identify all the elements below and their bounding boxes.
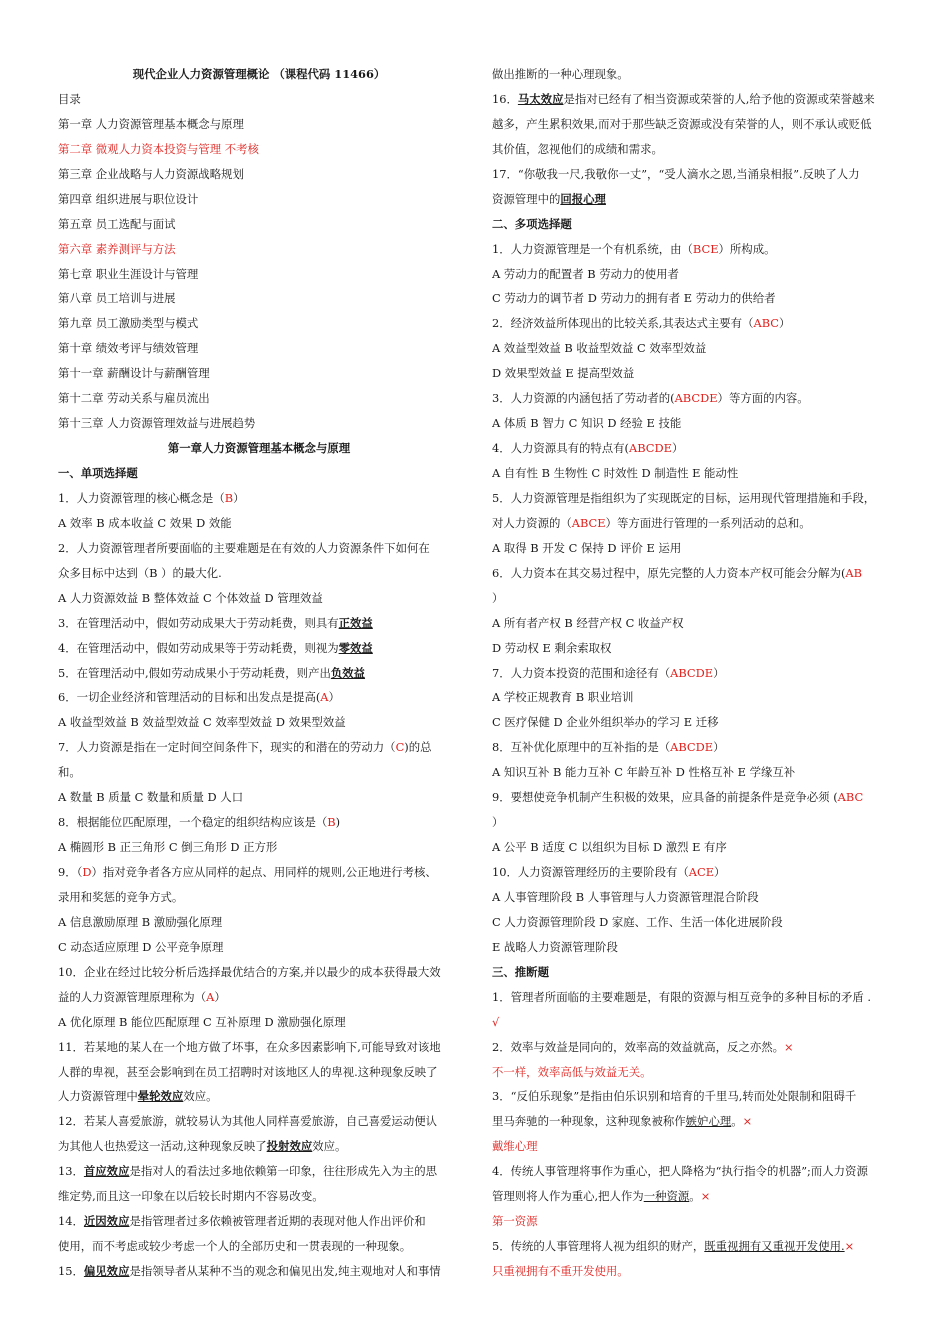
left-line <box>58 336 460 361</box>
text-segment: 戴维心理 <box>492 1139 538 1154</box>
text-segment: A 效率 B 成本收益 C 效果 D 效能 <box>58 515 232 530</box>
text-segment: 1．人力资源管理是一个有机系统，由（ <box>492 241 693 256</box>
right-line <box>492 735 902 760</box>
text-segment: ） <box>233 490 245 505</box>
text-segment: 11．若某地的某人在一个地方做了坏事，在众多因素影响下,可能导致对该地 <box>58 1039 441 1054</box>
text-segment: 第四章 组织进展与职位设计 <box>58 191 199 206</box>
right-line <box>492 511 902 536</box>
text-segment: 晕轮效应 <box>137 1089 184 1104</box>
left-line <box>58 286 460 311</box>
right-line <box>492 1259 902 1284</box>
text-segment: 首应效应 <box>83 1164 130 1179</box>
text-segment: D <box>82 865 92 879</box>
text-segment: 第五章 员工选配与面试 <box>58 216 176 231</box>
text-segment: 第七章 职业生涯设计与管理 <box>58 266 199 281</box>
left-line <box>58 112 460 137</box>
text-segment: 管理则将人作为重心,把人作为 <box>492 1189 644 1204</box>
text-segment: ) <box>335 815 341 830</box>
text-segment: 第一章人力资源管理基本概念与原理 <box>167 441 351 456</box>
text-segment: 近因效应 <box>83 1214 130 1229</box>
left-line <box>58 760 460 785</box>
text-segment: 众多目标中达到（B ）的最大化. <box>58 565 222 580</box>
text-segment: A 数量 B 质量 C 数量和质量 D 人口 <box>58 790 244 805</box>
right-line <box>492 860 902 885</box>
right-line <box>492 486 902 511</box>
right-line <box>492 286 902 311</box>
text-segment: A 学校正规教育 B 职业培训 <box>492 690 634 705</box>
text-segment: 资源管理中的 <box>492 191 561 206</box>
text-segment: 是指领导者从某种不当的观念和偏见出发,纯主观地对人和事情 <box>129 1264 441 1278</box>
text-segment: 第二章 微观人力资本投资与管理 不考核 <box>58 141 259 156</box>
text-segment: ）等方面进行管理的一系列活动的总和。 <box>605 515 811 530</box>
text-segment: A 所有者产权 B 经营产权 C 收益产权 <box>492 615 684 630</box>
text-segment: C 劳动力的调节者 D 劳动力的拥有者 E 劳动力的供给者 <box>492 291 776 306</box>
text-segment: 12．若某人喜爱旅游，就较易认为其他人同样喜爱旅游，自己喜爱运动便认 <box>58 1114 437 1129</box>
text-segment: ） <box>492 815 504 830</box>
text-segment: ABCDE <box>670 665 714 680</box>
text-segment: 7．人力资源是指在一定时间空间条件下，现实的和潜在的劳动力（ <box>58 740 396 755</box>
text-segment: 是指对已经有了相当资源或荣誉的人,给予他的资源或荣誉越来 <box>563 91 875 106</box>
text-segment: 第十一章 薪酬设计与薪酬管理 <box>58 366 210 381</box>
text-segment: A 自有性 B 生物性 C 时效性 D 制造性 E 能动性 <box>492 466 739 480</box>
right-line <box>492 361 902 386</box>
left-line <box>58 411 460 436</box>
left-line <box>58 1109 460 1134</box>
text-segment: ） <box>779 316 791 331</box>
left-line <box>58 1259 460 1284</box>
left-line <box>58 735 460 760</box>
text-segment: AB <box>845 565 863 580</box>
text-segment: 第九章 员工激励类型与模式 <box>58 316 199 331</box>
text-segment: ABCDE <box>670 740 714 755</box>
text-segment: 第三章 企业战略与人力资源战略规划 <box>58 166 244 181</box>
text-segment: BCE <box>692 241 719 256</box>
right-line <box>492 112 902 137</box>
left-line <box>58 1184 460 1209</box>
left-line <box>58 536 460 561</box>
text-segment: A 知识互补 B 能力互补 C 年龄互补 D 性格互补 E 学缘互补 <box>492 765 796 780</box>
left-line <box>58 1234 460 1259</box>
left-line <box>58 162 460 187</box>
left-line <box>58 212 460 237</box>
right-line <box>492 87 902 112</box>
right-line <box>492 760 902 785</box>
text-segment: ） <box>714 865 726 879</box>
text-segment: 越多，产生累积效果,而对于那些缺乏资源或没有荣誉的人，则不承认或贬低 <box>492 116 872 131</box>
text-segment: 里马奔驰的一种现象，这种现象被称作 <box>492 1114 686 1129</box>
right-line <box>492 411 902 436</box>
left-line <box>58 1010 460 1035</box>
right-line <box>492 685 902 710</box>
text-segment: 2．经济效益所体现出的比较关系,其表达式主要有（ <box>492 316 754 331</box>
text-segment: 第八章 员工培训与进展 <box>58 291 176 306</box>
text-segment: 3．人力资源的内涵包括了劳动者的( <box>492 391 675 406</box>
text-segment: 7．人力资本投资的范围和途径有（ <box>492 665 671 680</box>
left-column <box>58 62 460 1284</box>
text-segment: √ <box>492 1014 500 1029</box>
left-line <box>58 685 460 710</box>
text-segment: )的总 <box>404 740 432 755</box>
text-segment: C <box>395 740 405 755</box>
text-segment: × <box>784 1039 794 1054</box>
text-segment: 零效益 <box>338 640 373 655</box>
text-segment: 对人力资源的（ <box>492 515 572 530</box>
right-line <box>492 1010 902 1035</box>
text-segment: 5．传统的人事管理将人视为组织的财产， <box>492 1239 705 1254</box>
right-line <box>492 262 902 287</box>
right-line <box>492 561 902 586</box>
text-segment: 3．“反伯乐现象”是指由伯乐识别和培育的千里马,转而处处限制和阻碍千 <box>492 1089 857 1104</box>
text-segment: 4．在管理活动中，假如劳动成果等于劳动耗费，则视为 <box>58 640 339 655</box>
text-segment: 9．要想使竞争机制产生积极的效果，应具备的前提条件是竞争必须 ( <box>492 790 838 805</box>
left-line <box>58 137 460 162</box>
right-line <box>492 910 902 935</box>
right-line <box>492 436 902 461</box>
right-line <box>492 386 902 411</box>
text-segment: 3．在管理活动中，假如劳动成果大于劳动耗费，则具有 <box>58 615 339 630</box>
text-segment: 只重视拥有不重开发使用。 <box>492 1264 629 1278</box>
text-segment: ABC <box>753 316 779 331</box>
text-segment: C 动态适应原理 D 公平竞争原理 <box>58 939 224 954</box>
left-line <box>58 87 460 112</box>
text-segment: E 战略人力资源管理阶段 <box>492 939 618 954</box>
text-segment: 既重视拥有又重视开发使用 <box>704 1239 841 1254</box>
left-line <box>58 461 460 486</box>
text-segment: ） <box>713 665 725 680</box>
right-line <box>492 885 902 910</box>
text-segment: 效应。 <box>183 1089 218 1104</box>
left-line <box>58 611 460 636</box>
text-segment: 2．人力资源管理者所要面临的主要难题是在有效的人力资源条件下如何在 <box>58 540 430 555</box>
text-segment: A 收益型效益 B 效益型效益 C 效率型效益 D 效果型效益 <box>58 715 346 730</box>
text-segment: ）等方面的内容。 <box>717 391 809 406</box>
text-segment: 负效益 <box>330 665 366 680</box>
text-segment: A 体质 B 智力 C 知识 D 经验 E 技能 <box>492 416 682 431</box>
left-line <box>58 1060 460 1085</box>
text-segment: 1．人力资源管理的核心概念是（ <box>58 490 225 505</box>
text-segment: 第一章 人力资源管理基本概念与原理 <box>58 116 244 131</box>
text-segment: 10．人力资源管理经历的主要阶段有（ <box>492 865 689 879</box>
text-segment: A 劳动力的配置者 B 劳动力的使用者 <box>492 266 679 281</box>
text-segment: 其价值，忽视他们的成绩和需求。 <box>492 141 663 156</box>
left-line <box>58 486 460 511</box>
left-line <box>58 860 460 885</box>
right-line <box>492 835 902 860</box>
text-segment: A 人事管理阶段 B 人事管理与人力资源管理混合阶段 <box>492 889 759 904</box>
left-line <box>58 361 460 386</box>
right-line <box>492 137 902 162</box>
text-segment: A <box>320 690 329 705</box>
text-segment: . <box>840 1239 845 1254</box>
text-segment: 5．人力资源管理是指组织为了实现既定的目标，运用现代管理措施和手段， <box>492 490 876 505</box>
right-line <box>492 935 902 960</box>
text-segment: A 椭圆形 B 正三角形 C 倒三角形 D 正方形 <box>58 840 278 855</box>
left-line <box>58 62 460 87</box>
text-segment: 。 <box>689 1189 701 1204</box>
text-segment: 第十二章 劳动关系与雇员流出 <box>58 391 210 406</box>
text-segment: 。 <box>731 1114 743 1129</box>
right-line <box>492 1159 902 1184</box>
right-line <box>492 461 902 486</box>
text-segment: ABC <box>837 790 864 805</box>
text-segment: 现代企业人力资源管理概论 （课程代码 11466） <box>132 67 386 81</box>
left-line <box>58 237 460 262</box>
text-segment: A 公平 B 适度 C 以组织为目标 D 激烈 E 有序 <box>492 840 727 855</box>
text-segment: A 信息激励原理 B 激励强化原理 <box>58 914 223 929</box>
left-line <box>58 1035 460 1060</box>
text-segment: 使用，而不考虑或较少考虑一个人的全部历史和一贯表现的一种现象。 <box>58 1239 412 1254</box>
text-segment: 第一资源 <box>492 1214 538 1229</box>
right-line <box>492 985 902 1010</box>
text-segment: 8．根据能位匹配原理，一个稳定的组织结构应该是（ <box>58 815 328 830</box>
text-segment: 回报心理 <box>560 191 606 206</box>
left-line <box>58 710 460 735</box>
text-segment: 嫉妒心理 <box>685 1114 732 1129</box>
text-segment: ） <box>214 989 226 1004</box>
text-segment: D 效果型效益 E 提高型效益 <box>492 366 635 381</box>
right-line <box>492 636 902 661</box>
text-segment: ）所构成。 <box>718 241 776 256</box>
text-segment: A 人力资源效益 B 整体效益 C 个体效益 D 管理效益 <box>58 590 323 605</box>
text-segment: 2．效率与效益是同向的，效率高的效益就高，反之亦然。 <box>492 1039 785 1054</box>
text-segment: 第十章 绩效考评与绩效管理 <box>58 341 199 356</box>
right-line <box>492 611 902 636</box>
text-segment: C 人力资源管理阶段 D 家庭、工作、生活一体化进展阶段 <box>492 914 783 929</box>
left-line <box>58 960 460 985</box>
text-segment: 一、单项选择题 <box>58 466 138 480</box>
left-line <box>58 311 460 336</box>
text-segment: 6．人力资本在其交易过程中，原先完整的人力资本产权可能会分解为( <box>492 565 846 580</box>
right-line <box>492 62 902 87</box>
text-segment: ACE <box>688 865 715 879</box>
text-segment: 1．管理者所面临的主要难题是，有限的资源与相互竞争的多种目标的矛盾 . <box>492 989 871 1004</box>
right-line <box>492 586 902 611</box>
text-segment: D 劳动权 E 剩余索取权 <box>492 640 612 655</box>
text-segment: 效应。 <box>312 1139 347 1154</box>
left-line <box>58 935 460 960</box>
text-segment: 录用和奖惩的竞争方式。 <box>58 889 184 904</box>
text-segment: 做出推断的一种心理现象。 <box>492 67 629 81</box>
left-line <box>58 586 460 611</box>
left-line <box>58 436 460 461</box>
text-segment: 为其他人也热爱这一活动,这种现象反映了 <box>58 1139 267 1154</box>
right-line <box>492 212 902 237</box>
text-segment: B <box>224 490 234 505</box>
text-segment: 和。 <box>58 765 81 780</box>
text-segment: 8．互补优化原理中的互补指的是（ <box>492 740 671 755</box>
text-segment: 9．（ <box>58 865 83 879</box>
text-segment: 10．企业在经过比较分析后选择最优结合的方案,并以最少的成本获得最大效 <box>58 964 441 979</box>
text-segment: ） <box>492 590 504 605</box>
text-segment: 二、多项选择题 <box>492 216 572 231</box>
right-line <box>492 336 902 361</box>
left-line <box>58 1084 460 1109</box>
text-segment: B <box>327 815 336 830</box>
text-segment: A 效益型效益 B 收益型效益 C 效率型效益 <box>492 341 707 356</box>
right-line <box>492 311 902 336</box>
text-segment: 正效益 <box>338 615 373 630</box>
text-segment: A 取得 B 开发 C 保持 D 评价 E 运用 <box>492 540 682 555</box>
text-segment: ） <box>713 740 725 755</box>
text-segment: × <box>844 1239 855 1254</box>
right-line <box>492 1184 902 1209</box>
right-line <box>492 1234 902 1259</box>
right-line <box>492 710 902 735</box>
left-line <box>58 636 460 661</box>
left-line <box>58 1209 460 1234</box>
text-segment: ABCDE <box>629 441 672 456</box>
text-segment: 15． <box>58 1264 84 1278</box>
right-line <box>492 661 902 686</box>
text-segment: A <box>206 989 215 1004</box>
text-segment: 维定势,而且这一印象在以后较长时期内不容易改变。 <box>58 1189 324 1204</box>
left-line <box>58 1134 460 1159</box>
left-line <box>58 661 460 686</box>
right-line <box>492 960 902 985</box>
left-line <box>58 985 460 1010</box>
left-line <box>58 910 460 935</box>
text-segment: 人群的卑视，甚至会影响到在员工招聘时对该地区人的卑视.这种现象反映了 <box>58 1064 438 1079</box>
left-line <box>58 262 460 287</box>
right-line <box>492 810 902 835</box>
right-line <box>492 1109 902 1134</box>
right-line <box>492 1134 902 1159</box>
left-line <box>58 511 460 536</box>
left-line <box>58 785 460 810</box>
text-segment: 人力资源管理中 <box>58 1089 138 1104</box>
text-segment: 17．“你敬我一尺,我敬你一丈”，“受人滴水之恩,当涌泉相报”.反映了人力 <box>492 166 860 181</box>
text-segment: × <box>742 1114 753 1129</box>
text-segment: 益的人力资源管理原理称为（ <box>58 989 207 1004</box>
right-line <box>492 1035 902 1060</box>
text-segment: 第六章 素养测评与方法 <box>58 241 176 256</box>
text-segment: 一种资源 <box>643 1189 690 1204</box>
left-line <box>58 835 460 860</box>
left-line <box>58 187 460 212</box>
text-segment: 6．一切企业经济和管理活动的目标和出发点是提高( <box>58 690 321 705</box>
left-line <box>58 1159 460 1184</box>
right-line <box>492 785 902 810</box>
right-line <box>492 1060 902 1085</box>
text-segment: 偏见效应 <box>83 1264 130 1278</box>
right-line <box>492 1209 902 1234</box>
text-segment: 16． <box>492 91 518 106</box>
text-segment: 马太效应 <box>517 91 564 106</box>
text-segment: ） <box>671 441 684 456</box>
text-segment: 4．人力资源具有的特点有( <box>492 441 629 456</box>
right-line <box>492 162 902 187</box>
left-line <box>58 810 460 835</box>
text-segment: 第十三章 人力资源管理效益与进展趋势 <box>58 416 256 431</box>
text-segment: 三、推断题 <box>492 964 549 979</box>
text-segment: 投射效应 <box>266 1139 313 1154</box>
text-segment: ） <box>328 690 340 705</box>
text-segment: 目录 <box>58 91 81 106</box>
text-segment: 是指管理者过多依赖被管理者近期的表现对他人作出评价和 <box>129 1214 426 1229</box>
text-segment: × <box>700 1189 711 1204</box>
right-line <box>492 187 902 212</box>
text-segment: 4．传统人事管理将事作为重心，把人降格为“执行指令的机器”;而人力资源 <box>492 1164 868 1179</box>
text-segment: 5．在管理活动中,假如劳动成果小于劳动耗费，则产出 <box>58 665 331 680</box>
text-segment: 14． <box>58 1214 84 1229</box>
right-line <box>492 1084 902 1109</box>
text-segment: C 医疗保健 D 企业外组织举办的学习 E 迁移 <box>492 715 719 730</box>
right-line <box>492 536 902 561</box>
right-column <box>492 62 902 1284</box>
left-line <box>58 561 460 586</box>
text-segment: 不一样，效率高低与效益无关。 <box>492 1064 652 1079</box>
text-segment: ABCDE <box>674 391 718 406</box>
text-segment: 13． <box>58 1164 84 1179</box>
text-segment: A 优化原理 B 能位匹配原理 C 互补原理 D 激励强化原理 <box>58 1014 346 1029</box>
left-line <box>58 885 460 910</box>
right-line <box>492 237 902 262</box>
text-segment: ）指对竞争者各方应从同样的起点、用同样的规则,公正地进行考核、 <box>91 865 437 879</box>
left-line <box>58 386 460 411</box>
text-segment: ABCE <box>571 515 606 530</box>
text-segment: 是指对人的看法过多地依赖第一印象，往往形成先入为主的思 <box>129 1164 438 1179</box>
